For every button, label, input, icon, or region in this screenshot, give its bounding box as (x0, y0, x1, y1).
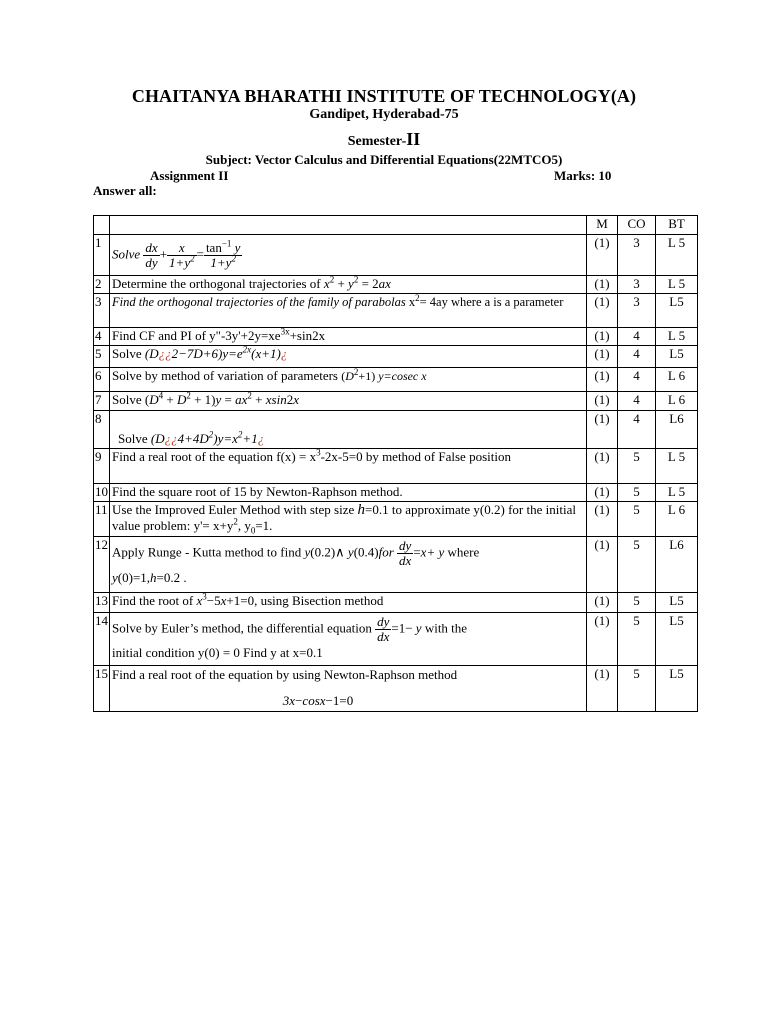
bt-cell: L 5 (656, 328, 698, 346)
table-row (94, 449, 698, 484)
question-text-part: Find CF and PI of y"-3y'+2y=xe (112, 328, 281, 343)
question-text-part: initial condition y(0) = 0 Find y at x=0.1 (112, 645, 323, 660)
co-cell: 5 (618, 593, 656, 613)
subject-line: Subject: Vector Calculus and Differential Equations(22MTCO5) (205, 152, 563, 167)
question-text-part: with the (421, 620, 468, 636)
question-number: 5 (94, 346, 110, 368)
bt-cell: L6 (656, 537, 698, 593)
table-row (94, 666, 698, 712)
question-text-part: Find the root of (112, 593, 194, 608)
question-text: Find a real root of the equation by using Newton-Raphson method 3x−cosx−1=0 (110, 666, 587, 712)
table-row (94, 368, 698, 392)
marks-cell: (1) (587, 328, 618, 346)
question-number: 7 (94, 392, 110, 411)
question-text: Solve $(D^4 + D^2 + 1)y = ax^2 + xsin2x$ (110, 392, 587, 411)
question-text-part: x (405, 295, 416, 309)
question-number: 10 (94, 484, 110, 502)
question-number: 13 (94, 593, 110, 613)
question-text-part: Solve (112, 346, 142, 361)
marks-cell: (1) (587, 537, 618, 593)
marks-cell: (1) (587, 392, 618, 411)
question-text-part: , y (237, 518, 251, 533)
bt-cell: L5 (656, 593, 698, 613)
table-row (94, 593, 698, 613)
table-row (94, 294, 698, 328)
bt-cell: L5 (656, 294, 698, 328)
bt-cell: L 5 (656, 449, 698, 484)
marks-cell: (1) (587, 613, 618, 666)
question-number: 12 (94, 537, 110, 593)
question-number: 3 (94, 294, 110, 328)
question-text-part: Solve by method of variation of parameters (112, 368, 338, 383)
question-number: 8 (94, 411, 110, 449)
semester-line (0, 129, 768, 150)
co-cell: 5 (618, 613, 656, 666)
question-text: Use the Improved Euler Method with step size h=0.1 to approximate y(0.2) for the initial value problem: $y'= x+y^2$, $y_0=1$. (110, 502, 587, 537)
marks-cell: (1) (587, 276, 618, 294)
question-text-part: -2x-5=0 by method of False position (320, 449, 511, 464)
header-cell-m: M (587, 216, 618, 235)
question-text-part: , using Bisection method (254, 593, 384, 608)
question-text-part: =0.1 to approximate y(0.2) for the initial value problem: y'= x+y (112, 502, 576, 533)
marks-cell: (1) (587, 235, 618, 276)
bt-cell: L 6 (656, 368, 698, 392)
marks-cell: (1) (587, 346, 618, 368)
question-text: Determine the orthogonal trajectories of $x^2 + y^2 = 2ax$ (110, 276, 587, 294)
table-row (94, 484, 698, 502)
question-number: 11 (94, 502, 110, 537)
marks-cell: (1) (587, 294, 618, 328)
table-row (94, 235, 698, 276)
marks-label: Marks: 10 (554, 168, 612, 183)
bt-cell: L6 (656, 411, 698, 449)
bt-cell: L5 (656, 613, 698, 666)
marks-cell: (1) (587, 484, 618, 502)
co-cell: 4 (618, 411, 656, 449)
question-text-part: Solve (118, 431, 148, 446)
question-text: Solve by Euler’s method, the differential equation $\frac{dy}{dx}$ =1− y with the initial condition y(0) = 0 Find y at x=0.1 (110, 613, 587, 666)
table-row (94, 346, 698, 368)
question-text-part: Find the orthogonal trajectories of the family of parabolas (112, 295, 406, 309)
co-cell: 4 (618, 368, 656, 392)
header-cell-bt: BT (656, 216, 698, 235)
co-cell: 5 (618, 502, 656, 537)
header-cell-co: CO (618, 216, 656, 235)
question-text: Solve $(D¿¿2-7D+6)y=e^{2x}(x+1)¿$ (110, 346, 587, 368)
question-number: 15 (94, 666, 110, 712)
question-text-part: Use the Improved Euler Method with step size (112, 502, 355, 517)
question-text: Solve by method of variation of parameters $(D^2+1)$ y=cosec x (110, 368, 587, 392)
co-cell: 3 (618, 294, 656, 328)
questions-table (93, 215, 698, 712)
table-row (94, 411, 698, 449)
co-cell: 5 (618, 484, 656, 502)
table-row (94, 392, 698, 411)
question-number: 4 (94, 328, 110, 346)
question-text: Solve $(D¿¿4+4D^2)y=x^2+1¿$ (110, 411, 587, 449)
co-cell: 5 (618, 666, 656, 712)
table-row (94, 328, 698, 346)
semester-label: Semester- (347, 134, 407, 149)
question-text-part: Apply Runge - Kutta method to find (112, 544, 302, 560)
table-row (94, 502, 698, 537)
question-text: Find the orthogonal trajectories of the family of parabolas $x^2= 4ay$ where a is a parameter (110, 294, 587, 328)
question-text: Find a real root of the equation $f(x) = x^3-2x-5=0$ by method of False position (110, 449, 587, 484)
co-cell: 5 (618, 537, 656, 593)
header-cell-question (110, 216, 587, 235)
question-text: Find the square root of 15 by Newton-Raphson method. (110, 484, 587, 502)
question-text-part: +sin2x (289, 328, 326, 343)
bt-cell: L 6 (656, 392, 698, 411)
bt-cell: L5 (656, 346, 698, 368)
marks-cell: (1) (587, 411, 618, 449)
marks-cell: (1) (587, 368, 618, 392)
table-header-row (94, 216, 698, 235)
question-number: 9 (94, 449, 110, 484)
question-text-part: Solve (112, 392, 142, 407)
question-text-part: where (444, 544, 480, 560)
table-row (94, 537, 698, 593)
institute-location: Gandipet, Hyderabad-75 (309, 107, 459, 122)
bt-cell: L5 (656, 666, 698, 712)
marks-cell: (1) (587, 593, 618, 613)
co-cell: 4 (618, 392, 656, 411)
co-cell: 4 (618, 346, 656, 368)
marks-cell: (1) (587, 666, 618, 712)
question-text-part: Find a real root of the equation by using Newton-Raphson method (112, 667, 458, 682)
question-number: 6 (94, 368, 110, 392)
bt-cell: L 5 (656, 276, 698, 294)
question-text-part: =1. (255, 518, 273, 533)
assignment-label: Assignment II (150, 168, 229, 183)
table-row (94, 613, 698, 666)
table-row (94, 276, 698, 294)
semester-number: II (406, 129, 421, 149)
institute-name: CHAITANYA BHARATHI INSTITUTE OF TECHNOLOGY(A) (131, 86, 637, 106)
question-text: Find the root of $x^3-5x+1=0$, using Bisection method (110, 593, 587, 613)
co-cell: 4 (618, 328, 656, 346)
question-text: Apply Runge - Kutta method to find y(0.2)∧ y(0.4)for $\frac{dy}{dx}$ =x+ y where y(0)=1,h=0.2 . (110, 537, 587, 593)
co-cell: 5 (618, 449, 656, 484)
question-text-part: Determine the orthogonal trajectories of (112, 276, 321, 291)
question-text-part: Find a real root of the equation f(x) = x (112, 449, 317, 464)
question-text-part: Solve by Euler’s method, the differential equation (112, 620, 372, 636)
marks-cell: (1) (587, 502, 618, 537)
marks-cell: (1) (587, 449, 618, 484)
bt-cell: L 6 (656, 502, 698, 537)
co-cell: 3 (618, 276, 656, 294)
header-cell-no (94, 216, 110, 235)
question-number: 2 (94, 276, 110, 294)
bt-cell: L 5 (656, 484, 698, 502)
co-cell: 3 (618, 235, 656, 276)
question-number: 14 (94, 613, 110, 666)
question-text: Find CF and PI of $y"-3y'+2y=xe^{3x}+\sin 2x$ (110, 328, 587, 346)
question-text-part: = 4ay where a is a parameter (419, 295, 564, 309)
bt-cell: L 5 (656, 235, 698, 276)
question-number: 1 (94, 235, 110, 276)
answer-all-label: Answer all: (93, 183, 157, 198)
question-text: Solve $\frac{dx}{dy}$ + $\frac{x}{1+y^2}$ = $\frac{\tan^{-1} y}{1+y^2}$ (110, 235, 587, 276)
